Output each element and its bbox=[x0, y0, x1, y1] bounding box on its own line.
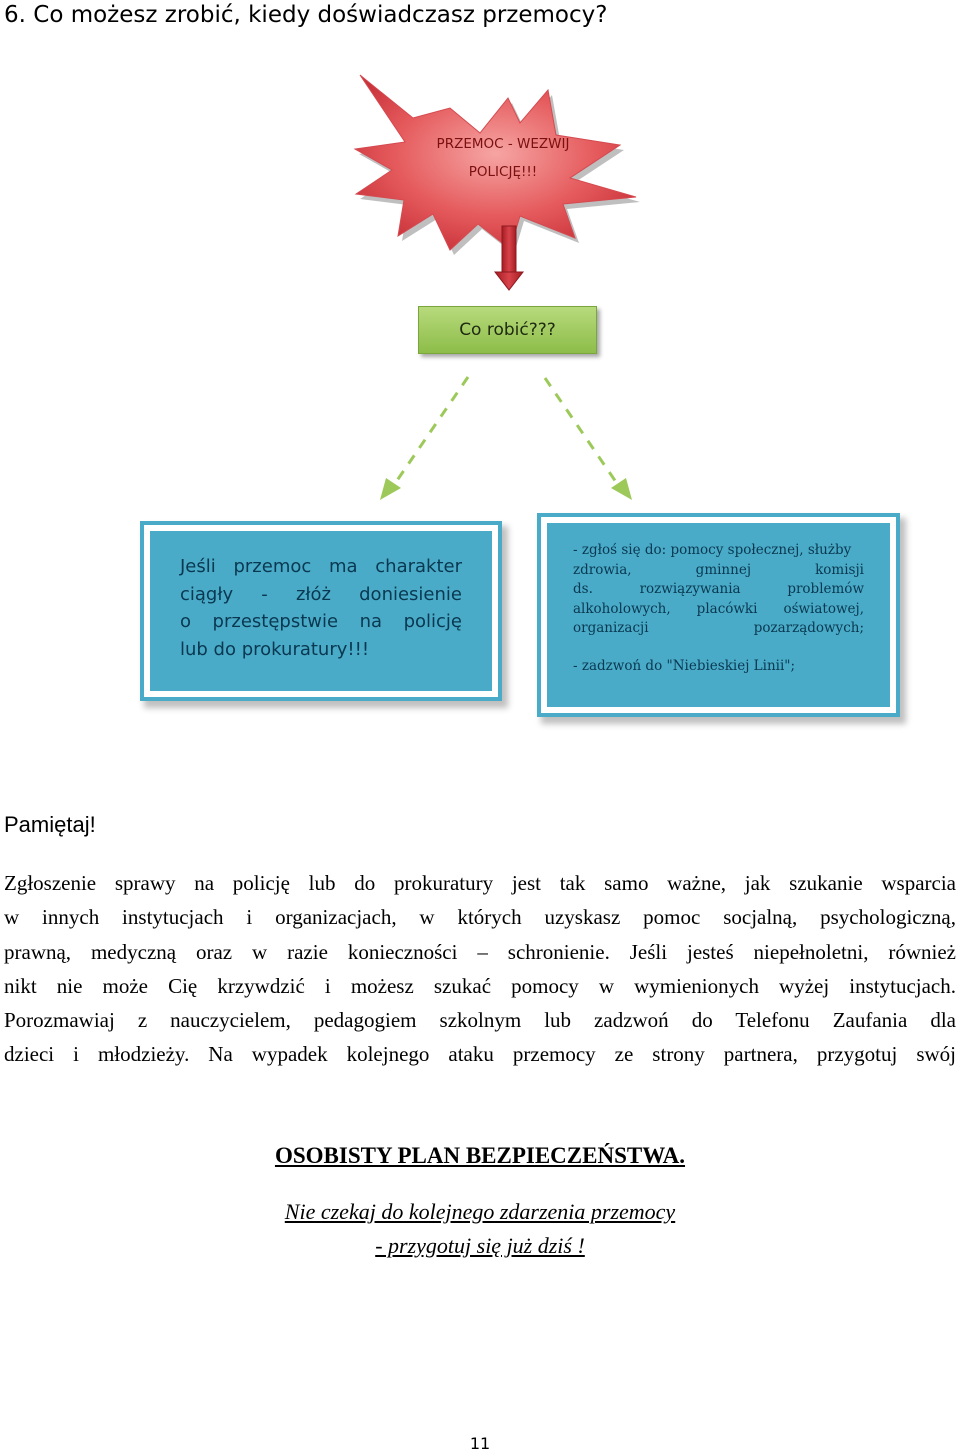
left-box-line: Jeśli przemoc ma charakter bbox=[180, 556, 462, 577]
remember-label: Pamiętaj! bbox=[4, 812, 96, 837]
slogan-line-2: - przygotuj się już dziś ! bbox=[375, 1233, 585, 1258]
left-box-line: ciągły - złóż doniesienie bbox=[180, 583, 462, 605]
paragraph-line: Zgłoszenie sprawy na policję lub do prokuratury jest tak samo ważne, jak szukanie wsparcia bbox=[4, 871, 956, 895]
seek-help-box bbox=[541, 517, 896, 713]
dashed-arrow-left-icon bbox=[380, 377, 468, 500]
dashed-arrow-right-icon bbox=[545, 378, 632, 500]
star-label-line1: PRZEMOC - WEZWIJ bbox=[436, 136, 570, 152]
right-box-line: alkoholowych, placówki oświatowej, bbox=[573, 600, 864, 617]
left-box-line: lub do prokuratury!!! bbox=[180, 638, 370, 660]
main-paragraph bbox=[4, 866, 956, 1072]
section-heading: 6. Co możesz zrobić, kiedy doświadczasz przemocy? bbox=[4, 2, 608, 28]
flow-diagram bbox=[0, 0, 960, 520]
right-box-line: organizacji pozarządowych; bbox=[573, 620, 864, 636]
paragraph-line: dzieci i młodzieży. Na wypadek kolejnego ataku przemocy ze strony partnera, przygotuj swój bbox=[4, 1042, 956, 1067]
paragraph-line: w innych instytucjach i organizacjach, w których uzyskasz pomoc socjalną, psychologiczną, bbox=[4, 905, 956, 930]
slogan-line-1: Nie czekaj do kolejnego zdarzenia przemocy bbox=[284, 1199, 676, 1224]
paragraph-line: nikt nie może Cię krzywdzić i możesz szukać pomocy w wymienionych wyżej instytucjach. bbox=[4, 973, 956, 998]
page-number: 11 bbox=[469, 1434, 491, 1453]
report-police-box bbox=[144, 525, 498, 697]
star-label-line2: POLICJĘ!!! bbox=[468, 164, 538, 180]
right-box-line: - zgłoś się do: pomocy społecznej, służby bbox=[573, 542, 852, 558]
right-box-line: zdrowia, gminnej komisji bbox=[573, 561, 864, 578]
paragraph-line: prawną, medyczną oraz w razie konieczności – schronienie. Jeśli jesteś niepełnoletni, również bbox=[4, 939, 956, 964]
seek-help-text bbox=[547, 523, 890, 676]
right-box-phone-line: - zadzwoń do "Niebieskiej Linii"; bbox=[573, 657, 796, 674]
paragraph-line: Porozmawiaj z nauczycielem, pedagogiem szkolnym lub zadzwoń do Telefonu Zaufania dla bbox=[4, 1008, 956, 1033]
left-box-line: o przestępstwie na policję bbox=[180, 611, 462, 632]
safety-plan-title: OSOBISTY PLAN BEZPIECZEŃSTWA. bbox=[274, 1143, 686, 1168]
report-police-text bbox=[150, 531, 492, 663]
right-box-line: ds. rozwiązywania problemów bbox=[573, 581, 864, 597]
co-robic-box: Co robić??? bbox=[418, 306, 597, 354]
